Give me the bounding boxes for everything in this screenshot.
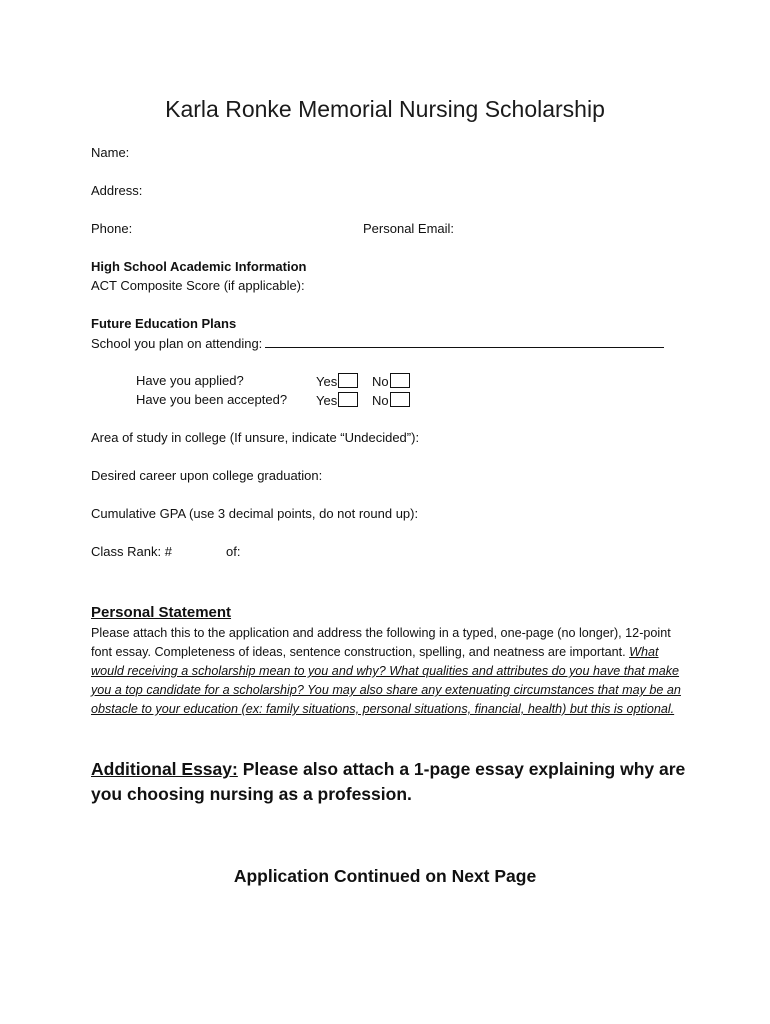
school-plan-row <box>91 335 664 351</box>
act-score-label: ACT Composite Score (if applicable): <box>91 278 305 293</box>
class-rank-of-label: of: <box>226 544 241 559</box>
applied-yes-checkbox[interactable] <box>338 373 358 388</box>
applied-no-label: No <box>372 374 389 389</box>
desired-career-label: Desired career upon college graduation: <box>91 468 323 483</box>
gpa-label: Cumulative GPA (use 3 decimal points, do not round up): <box>91 506 419 521</box>
page-title: Karla Ronke Memorial Nursing Scholarship <box>165 96 605 122</box>
address-field-label: Address: <box>91 183 143 198</box>
personal-statement-text <box>91 624 691 719</box>
future-education-heading: Future Education Plans <box>91 316 237 331</box>
applied-yes-label: Yes <box>316 374 338 389</box>
additional-essay-lead: Additional Essay: <box>91 759 238 779</box>
phone-field-label: Phone: <box>91 221 133 236</box>
applied-yes-option <box>316 373 358 389</box>
accepted-yes-label: Yes <box>316 393 338 408</box>
personal-statement-body: Please attach this to the application and address the following in a typed, one-page (no longer), 12-point font essay. Completeness of ideas, sentence construction, spelling, and neatness are important. <box>91 626 671 659</box>
accepted-no-option <box>372 392 410 408</box>
school-plan-input-line[interactable] <box>265 335 664 348</box>
personal-statement-heading: Personal Statement <box>91 604 232 621</box>
name-field-label: Name: <box>91 145 130 160</box>
additional-essay-body: Please also attach a 1-page essay explaining why are you choosing nursing as a profession. <box>91 759 686 804</box>
continued-notice: Application Continued on Next Page <box>233 866 537 886</box>
school-plan-label: School you plan on attending: <box>91 336 263 351</box>
personal-statement-questions: What would receiving a scholarship mean to you and why? What qualities and attributes do you have that make you a top candidate for a scholarship? You may also share any extenuating circumstances that may be an obstacle to your education (ex: family situations, personal situations, financial, health) but this is optional. <box>91 645 681 716</box>
additional-essay-text <box>91 757 701 807</box>
accepted-yes-option <box>316 392 358 408</box>
academic-section-heading: High School Academic Information <box>91 259 307 274</box>
applied-question-label: Have you applied? <box>136 373 244 388</box>
accepted-no-checkbox[interactable] <box>390 392 410 407</box>
applied-no-checkbox[interactable] <box>390 373 410 388</box>
accepted-yes-checkbox[interactable] <box>338 392 358 407</box>
area-of-study-label: Area of study in college (If unsure, indicate “Undecided”): <box>91 430 420 445</box>
applied-no-option <box>372 373 410 389</box>
accepted-no-label: No <box>372 393 389 408</box>
email-field-label: Personal Email: <box>363 221 455 236</box>
accepted-question-label: Have you been accepted? <box>136 392 288 407</box>
class-rank-label: Class Rank: # <box>91 544 172 559</box>
